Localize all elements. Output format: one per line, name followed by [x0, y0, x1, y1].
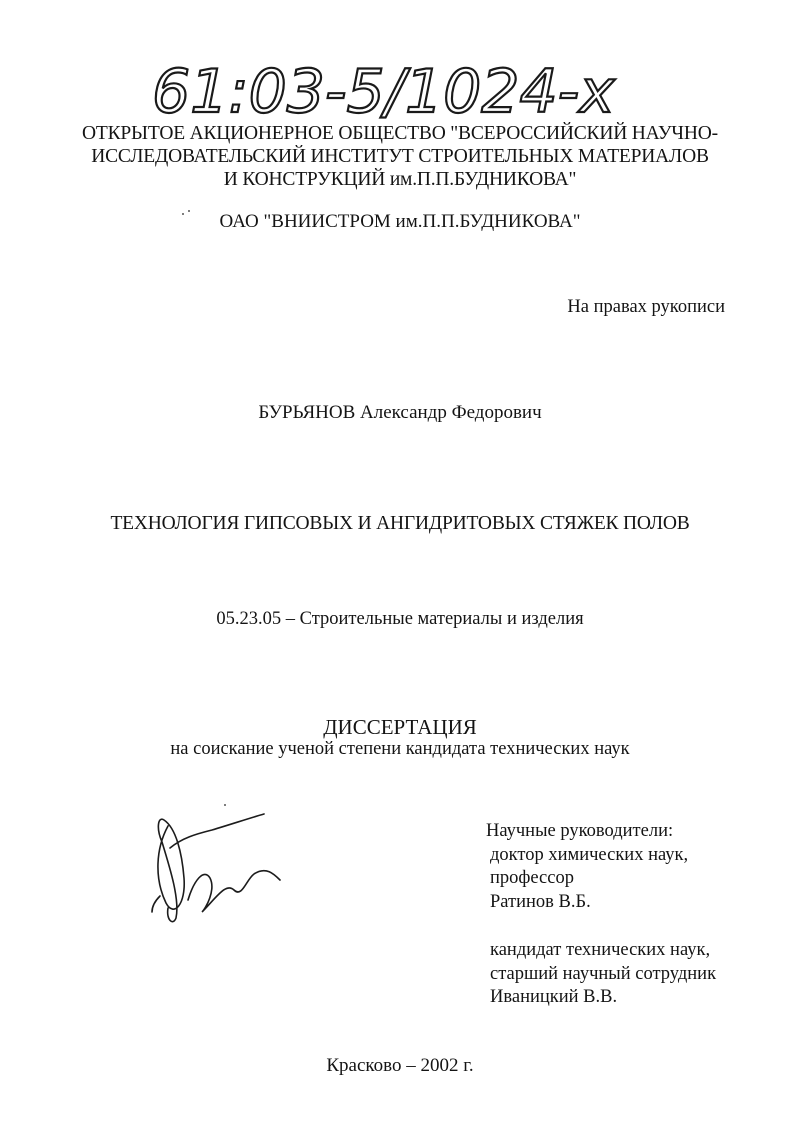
place-and-year: Красково – 2002 г.	[326, 1055, 474, 1076]
supervisor-2-degree: кандидат технических наук,	[490, 940, 711, 960]
supervisor-1-title: профессор	[490, 868, 574, 888]
rights-note: На правах рукописи	[567, 297, 725, 317]
organization-line-2: ИССЛЕДОВАТЕЛЬСКИЙ ИНСТИТУТ СТРОИТЕЛЬНЫХ МАТЕРИАЛОВ	[91, 146, 709, 167]
supervisors-block	[486, 820, 716, 1010]
organization-abbreviation: ОАО "ВНИИСТРОМ им.П.П.БУДНИКОВА"	[219, 211, 581, 232]
supervisor-2-name: Иваницкий В.В.	[490, 987, 618, 1007]
organization-line-1: ОТКРЫТОЕ АКЦИОНЕРНОЕ ОБЩЕСТВО "ВСЕРОССИЙСКИЙ НАУЧНО-	[82, 123, 718, 144]
work-type-subtitle: на соискание ученой степени кандидата технических наук	[170, 739, 630, 759]
supervisor-1-name: Ратинов В.Б.	[490, 891, 591, 912]
work-type-label: ДИССЕРТАЦИЯ	[323, 715, 477, 739]
organization-line-3: И КОНСТРУКЦИЙ им.П.П.БУДНИКОВА"	[223, 169, 577, 190]
handwritten-signature	[146, 808, 346, 928]
handwritten-archive-code	[152, 52, 672, 126]
supervisor-2-title: старший научный сотрудник	[490, 963, 717, 984]
scan-speck	[188, 210, 190, 212]
handwritten-code-text: 61:03-5/1024-x	[152, 57, 615, 126]
scan-speck	[182, 213, 184, 215]
specialty-code: 05.23.05 – Строительные материалы и изделия	[216, 609, 584, 629]
dissertation-title: ТЕХНОЛОГИЯ ГИПСОВЫХ И АНГИДРИТОВЫХ СТЯЖЕК ПОЛОВ	[110, 513, 690, 534]
supervisors-heading: Научные руководители:	[486, 821, 674, 841]
organization-name	[60, 122, 740, 191]
supervisors-spacer	[486, 914, 716, 939]
supervisor-1-degree: доктор химических наук,	[490, 844, 689, 865]
author-name: БУРЬЯНОВ Александр Федорович	[258, 402, 542, 423]
scan-speck	[224, 804, 226, 806]
